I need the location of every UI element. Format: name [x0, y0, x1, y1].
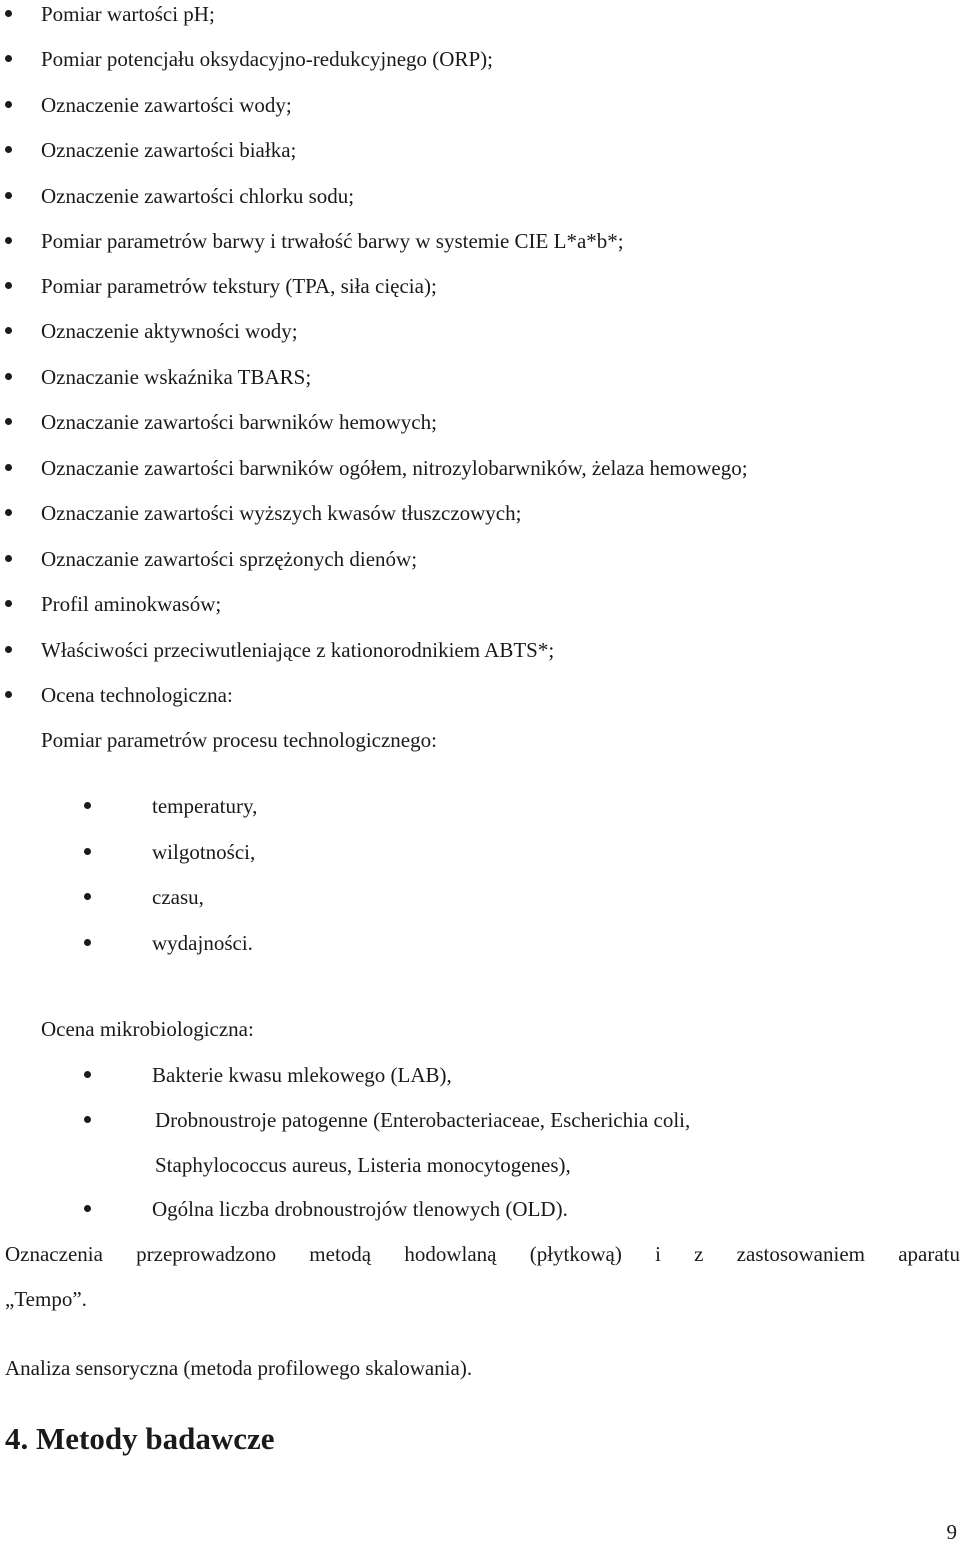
bullet-icon — [5, 101, 12, 108]
bullet-icon — [5, 192, 12, 199]
bullet-icon — [5, 509, 12, 516]
list-item: Profil aminokwasów; — [41, 592, 222, 616]
bullet-icon — [5, 418, 12, 425]
sublist-item: czasu, — [152, 885, 204, 909]
sublist-item: temperatury, — [152, 794, 258, 818]
sublist-item: Drobnoustroje patogenne (Enterobacteriaceae, Escherichia coli, — [155, 1108, 691, 1132]
list-item: Oznaczanie zawartości sprzężonych dienów; — [41, 547, 418, 571]
list-item: Oznaczanie zawartości wyższych kwasów tłuszczowych; — [41, 501, 522, 525]
list-item: Właściwości przeciwutleniające z kationorodnikiem ABTS*; — [41, 638, 555, 662]
list-item: Pomiar parametrów tekstury (TPA, siła cięcia); — [41, 274, 437, 298]
bullet-icon — [84, 1116, 91, 1123]
page-number: 9 — [946, 1520, 957, 1544]
bullet-icon — [5, 282, 12, 289]
bullet-icon — [5, 691, 12, 698]
list-item: Oznaczanie zawartości barwników ogółem, nitrozylobarwników, żelaza hemowego; — [41, 456, 748, 480]
bullet-icon — [5, 600, 12, 607]
list-item: Oznaczenie zawartości chlorku sodu; — [41, 184, 355, 208]
sublist-item: wilgotności, — [152, 840, 256, 864]
bullet-icon — [84, 848, 91, 855]
sublist-item: wydajności. — [152, 931, 253, 955]
micro-title: Ocena mikrobiologiczna: — [41, 1017, 254, 1041]
bullet-icon — [5, 10, 12, 17]
sublist-item-continuation: Staphylococcus aureus, Listeria monocytogenes), — [155, 1153, 571, 1177]
list-item: Pomiar potencjału oksydacyjno-redukcyjnego (ORP); — [41, 47, 493, 71]
paragraph-line: Oznaczenia przeprowadzono metodą hodowlaną (płytkową) i z zastosowaniem aparatu — [5, 1242, 960, 1266]
bullet-icon — [5, 555, 12, 562]
bullet-icon — [5, 464, 12, 471]
bullet-icon — [84, 802, 91, 809]
tech-intro: Pomiar parametrów procesu technologicznego: — [41, 728, 437, 752]
list-item: Oznaczenie zawartości wody; — [41, 93, 292, 117]
sublist-item: Ogólna liczba drobnoustrojów tlenowych (OLD). — [152, 1197, 568, 1221]
bullet-icon — [84, 1071, 91, 1078]
bullet-icon — [5, 327, 12, 334]
bullet-icon — [5, 373, 12, 380]
bullet-icon — [5, 237, 12, 244]
bullet-icon — [5, 146, 12, 153]
paragraph-line: „Tempo”. — [5, 1287, 87, 1311]
bullet-icon — [84, 893, 91, 900]
section-heading: 4. Metody badawcze — [5, 1421, 275, 1456]
bullet-icon — [84, 1205, 91, 1212]
list-item: Pomiar wartości pH; — [41, 2, 215, 26]
list-item: Oznaczenie aktywności wody; — [41, 319, 298, 343]
list-item: Pomiar parametrów barwy i trwałość barwy w systemie CIE L*a*b*; — [41, 229, 624, 253]
bullet-icon — [5, 646, 12, 653]
bullet-icon — [84, 939, 91, 946]
list-item: Oznaczenie zawartości białka; — [41, 138, 297, 162]
list-item: Oznaczanie wskaźnika TBARS; — [41, 365, 312, 389]
bullet-icon — [5, 55, 12, 62]
list-item: Ocena technologiczna: — [41, 683, 233, 707]
sublist-item: Bakterie kwasu mlekowego (LAB), — [152, 1063, 452, 1087]
sensory-line: Analiza sensoryczna (metoda profilowego skalowania). — [5, 1356, 473, 1380]
list-item: Oznaczanie zawartości barwników hemowych; — [41, 410, 437, 434]
